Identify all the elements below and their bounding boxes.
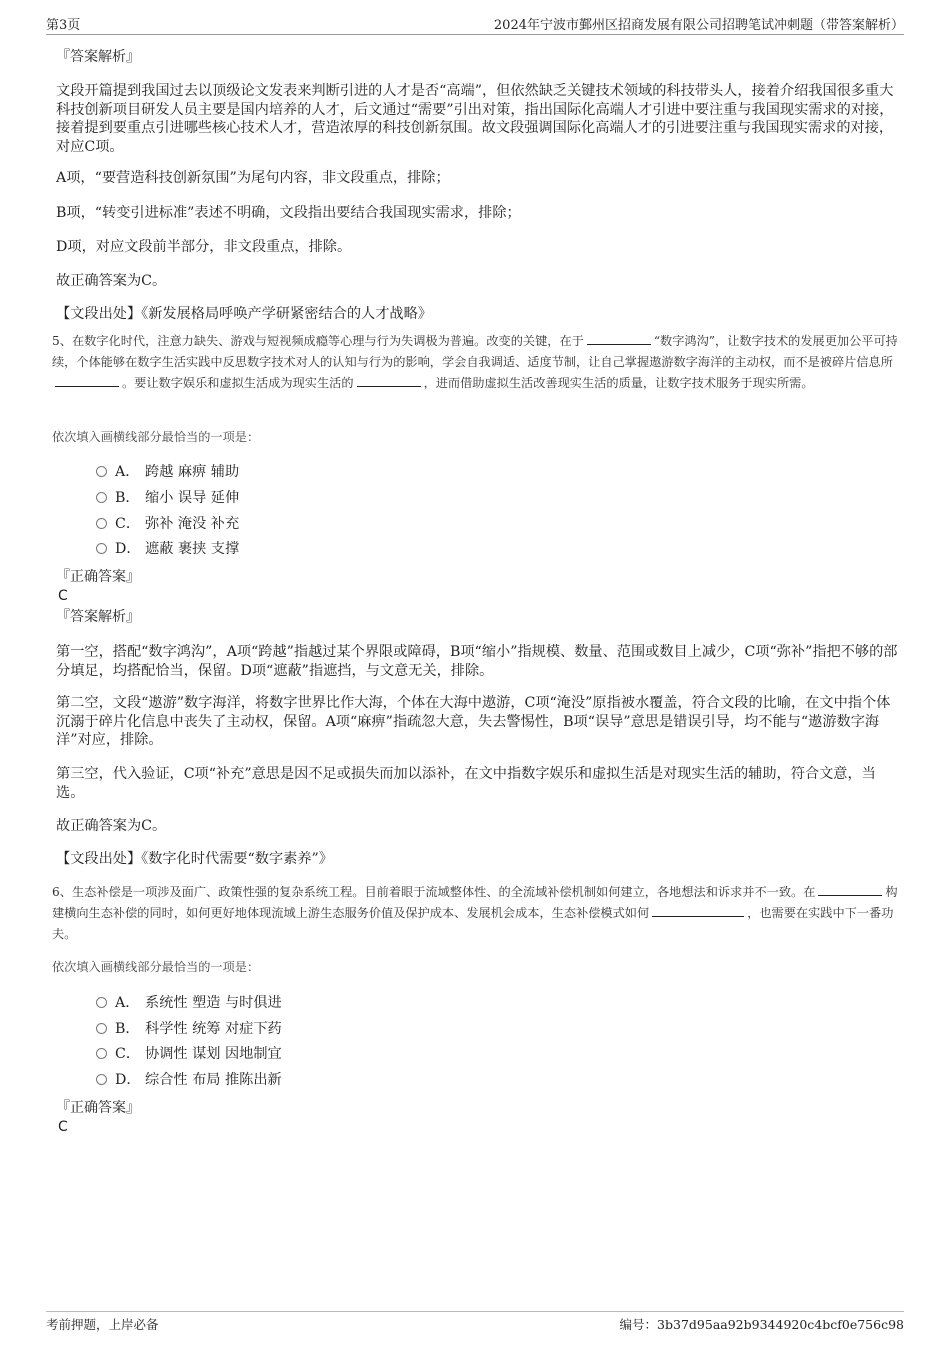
question-6-stem: 6、生态补偿是一项涉及面广、政策性强的复杂系统工程。目前着眼于流域整体性、的全流域补偿机制如何建立，各地想法和诉求并不一致。在 构建横向生态补偿的同时，如何更好地体现流域上游生态服务价值及保护成本、发展机会成本，生态补偿模式如何 ，也需要在实践中下一番功夫。 — [52, 885, 898, 941]
question-5-hint: 依次填入画横线部分最恰当的一项是： — [52, 430, 260, 444]
page-number: 第3页 — [46, 18, 81, 33]
analysis-paragraph: 文段开篇提到我国过去以顶级论文发表来判断引进的人才是否“高端”，但依然缺乏关键技术领域的科技带头人，接着介绍我国很多重大科技创新项目研发人员主要是国内培养的人才，后文通过“需要”引出对策，指出国际化高端人才引进中要注重与我国现实需求的对接，接着提到要重点引进哪些核心技术人才，营造浓厚的科技创新氛围。故文段强调国际化高端人才的引进要注重与我国现实需求的对接，对应C项。 — [56, 83, 894, 155]
analysis-paragraph: 第三空，代入验证，C项“补充”意思是因不足或损失而加以添补，在文中指数字娱乐和虚拟生活是对现实生活的辅助，符合文意，当选。 — [56, 766, 876, 801]
correct-answer-tag: 『正确答案』 — [56, 569, 140, 585]
option-d[interactable]: D． 综合性 布局 推陈出新 — [96, 1070, 282, 1090]
option-d[interactable]: D． 遮蔽 裹挟 支撑 — [96, 539, 239, 559]
passage-source: 【文段出处】《数字化时代需要“数字素养”》 — [56, 851, 333, 867]
page-footer — [46, 1311, 904, 1334]
option-c[interactable]: C． 弥补 淹没 补充 — [96, 514, 239, 534]
analysis-option-b: B项，“转变引进标准”表述不明确，文段指出要结合我国现实需求，排除； — [56, 205, 521, 221]
option-b[interactable]: B． 缩小 误导 延伸 — [96, 488, 239, 508]
analysis-conclusion: 故正确答案为C。 — [56, 273, 167, 289]
analysis-paragraph: 第一空，搭配“数字鸿沟”，A项“跨越”指越过某个界限或障碍，B项“缩小”指规模、数量、范围或数目上减少，C项“弥补”指把不够的部分填足，均搭配恰当，保留。D项“遮蔽”指遮挡，与文意无关，排除。 — [56, 644, 898, 679]
correct-answer: C — [58, 1119, 68, 1135]
answer-blank-2[interactable] — [55, 376, 119, 387]
page-header — [46, 12, 904, 35]
radio-button-icon[interactable] — [96, 1074, 107, 1085]
radio-button-icon[interactable] — [96, 543, 107, 554]
radio-button-icon[interactable] — [96, 1048, 107, 1059]
document-title: 2024年宁波市鄞州区招商发展有限公司招聘笔试冲刺题（带答案解析） — [493, 18, 904, 33]
answer-blank-1[interactable] — [818, 885, 882, 896]
radio-button-icon[interactable] — [96, 492, 107, 503]
analysis-conclusion: 故正确答案为C。 — [56, 818, 167, 834]
analysis-paragraph: 第二空，文段“遨游”数字海洋，将数字世界比作大海，个体在大海中遨游，C项“淹没”原指被水覆盖，符合文段的比喻，在文中指个体沉溺于碎片化信息中丧失了主动权，保留。A项“麻痹”指疏忽大意，失去警惕性，B项“误导”意思是错误引导，均不能与“遨游数字海洋”对应，排除。 — [56, 695, 891, 748]
option-c[interactable]: C． 协调性 谋划 因地制宜 — [96, 1044, 282, 1064]
option-b[interactable]: B． 科学性 统筹 对症下药 — [96, 1019, 282, 1039]
document-id: 编号：3b37d95aa92b9344920c4bcf0e756c98 — [619, 1317, 904, 1332]
analysis-tag: 『答案解析』 — [56, 49, 140, 65]
passage-source: 【文段出处】《新发展格局呼唤产学研紧密结合的人才战略》 — [56, 306, 432, 322]
radio-button-icon[interactable] — [96, 997, 107, 1008]
radio-button-icon[interactable] — [96, 466, 107, 477]
correct-answer: C — [58, 588, 68, 604]
option-a[interactable]: A． 系统性 塑造 与时俱进 — [96, 993, 282, 1013]
analysis-option-d: D项，对应文段前半部分，非文段重点，排除。 — [56, 239, 352, 255]
radio-button-icon[interactable] — [96, 1023, 107, 1034]
analysis-option-a: A项，“要营造科技创新氛围”为尾句内容，非文段重点，排除； — [56, 170, 450, 186]
answer-blank-2[interactable] — [652, 906, 744, 917]
question-6-hint: 依次填入画横线部分最恰当的一项是： — [52, 960, 260, 974]
analysis-tag: 『答案解析』 — [56, 609, 140, 625]
answer-blank-1[interactable] — [587, 334, 651, 345]
correct-answer-tag: 『正确答案』 — [56, 1100, 140, 1116]
footer-slogan: 考前押题，上岸必备 — [46, 1317, 159, 1332]
answer-blank-3[interactable] — [357, 376, 421, 387]
radio-button-icon[interactable] — [96, 518, 107, 529]
question-5-stem: 5、在数字化时代，注意力缺失、游戏与短视频成瘾等心理与行为失调极为普遍。改变的关键，在于 “数字鸿沟”，让数字技术的发展更加公平可持续，个体能够在数字生活实践中反思数字技术对人的认知与行为的影响，学会自我调适、适度节制，让自己掌握遨游数字海洋的主动权，而不是被碎片信息所。要让数字娱乐和虚拟生活成为现实生活的 ，进而借助虚拟生活改善现实生活的质量，让数字技术服务于现实所需。 — [52, 334, 898, 390]
option-a[interactable]: A． 跨越 麻痹 辅助 — [96, 462, 239, 482]
